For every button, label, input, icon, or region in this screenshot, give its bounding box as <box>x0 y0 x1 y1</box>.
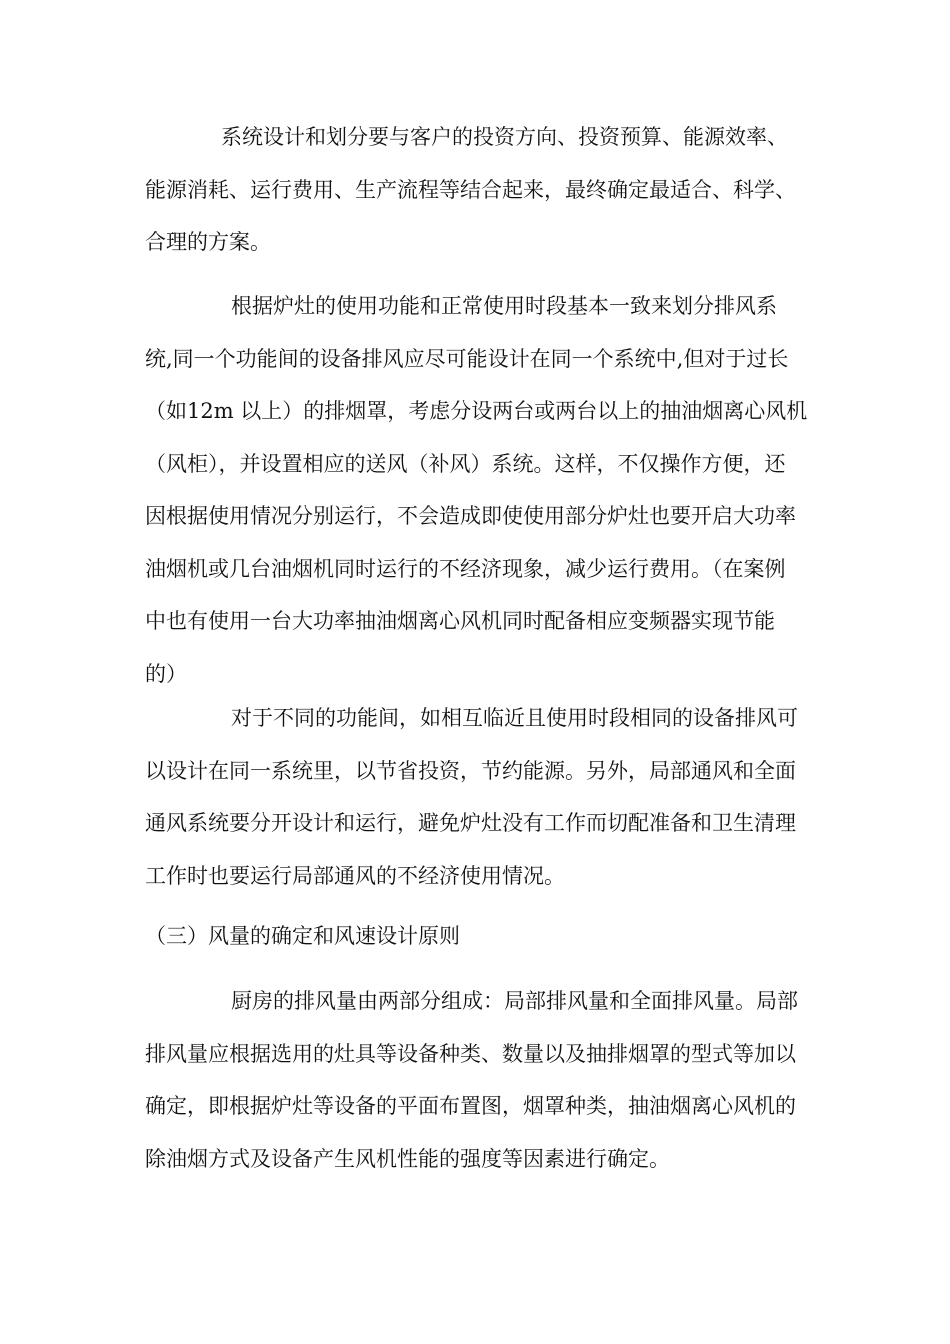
paragraph-line: 能源消耗、运行费用、生产流程等结合起来，最终确定最适合、科学、 <box>145 177 796 202</box>
paragraph-line: 系统设计和划分要与客户的投资方向、投资预算、能源效率、 <box>221 125 788 149</box>
paragraph-line: （如12m 以上）的排烟罩，考虑分设两台或两台以上的抽油烟离心风机 <box>145 399 808 423</box>
paragraph-line: 以设计在同一系统里，以节省投资，节约能源。另外，局部通风和全面 <box>145 758 796 783</box>
paragraph-line: 油烟机或几台油烟机同时运行的不经济现象，减少运行费用。（在案例 <box>145 556 786 581</box>
paragraph-line: 厨房的排风量由两部分组成：局部排风量和全面排风量。局部 <box>231 989 798 1013</box>
paragraph-system-design <box>145 111 810 269</box>
section-heading: （三）风量的确定和风速设计原则 <box>145 924 460 948</box>
paragraph-line: 排风量应根据选用的灶具等设备种类、数量以及抽排烟罩的型式等加以 <box>145 1041 796 1066</box>
paragraph-line: 因根据使用情况分别运行，不会造成即使使用部分炉灶也要开启大功率 <box>145 504 796 528</box>
paragraph-line: 中也有使用一台大功率抽油烟离心风机同时配备相应变频器实现节能 <box>145 609 775 633</box>
paragraph-line: 确定，即根据炉灶等设备的平面布置图，烟罩种类，抽油烟离心风机的 <box>145 1094 796 1118</box>
paragraph-functional-rooms <box>145 692 810 902</box>
paragraph-line: 根据炉灶的使用功能和正常使用时段基本一致来划分排风系 <box>231 294 777 318</box>
paragraph-line: 对于不同的功能间，如相互临近且使用时段相同的设备排风可 <box>231 706 798 730</box>
paragraph-kitchen-exhaust <box>145 975 810 1185</box>
paragraph-line: （风柜），并设置相应的送风（补风）系统。这样，不仅操作方便，还 <box>145 451 786 476</box>
paragraph-line: 工作时也要运行局部通风的不经济使用情况。 <box>145 863 565 888</box>
paragraph-line: 的） <box>145 661 187 686</box>
paragraph-line: 统,同一个功能间的设备排风应尽可能设计在同一个系统中,但对于过长 <box>145 346 789 371</box>
paragraph-line: 通风系统要分开设计和运行，避免炉灶没有工作而切配准备和卫生清理 <box>145 811 796 835</box>
paragraph-line: 除油烟方式及设备产生风机性能的强度等因素进行确定。 <box>145 1146 670 1171</box>
paragraph-line: 合理的方案。 <box>145 230 271 254</box>
paragraph-exhaust-division <box>145 280 810 700</box>
